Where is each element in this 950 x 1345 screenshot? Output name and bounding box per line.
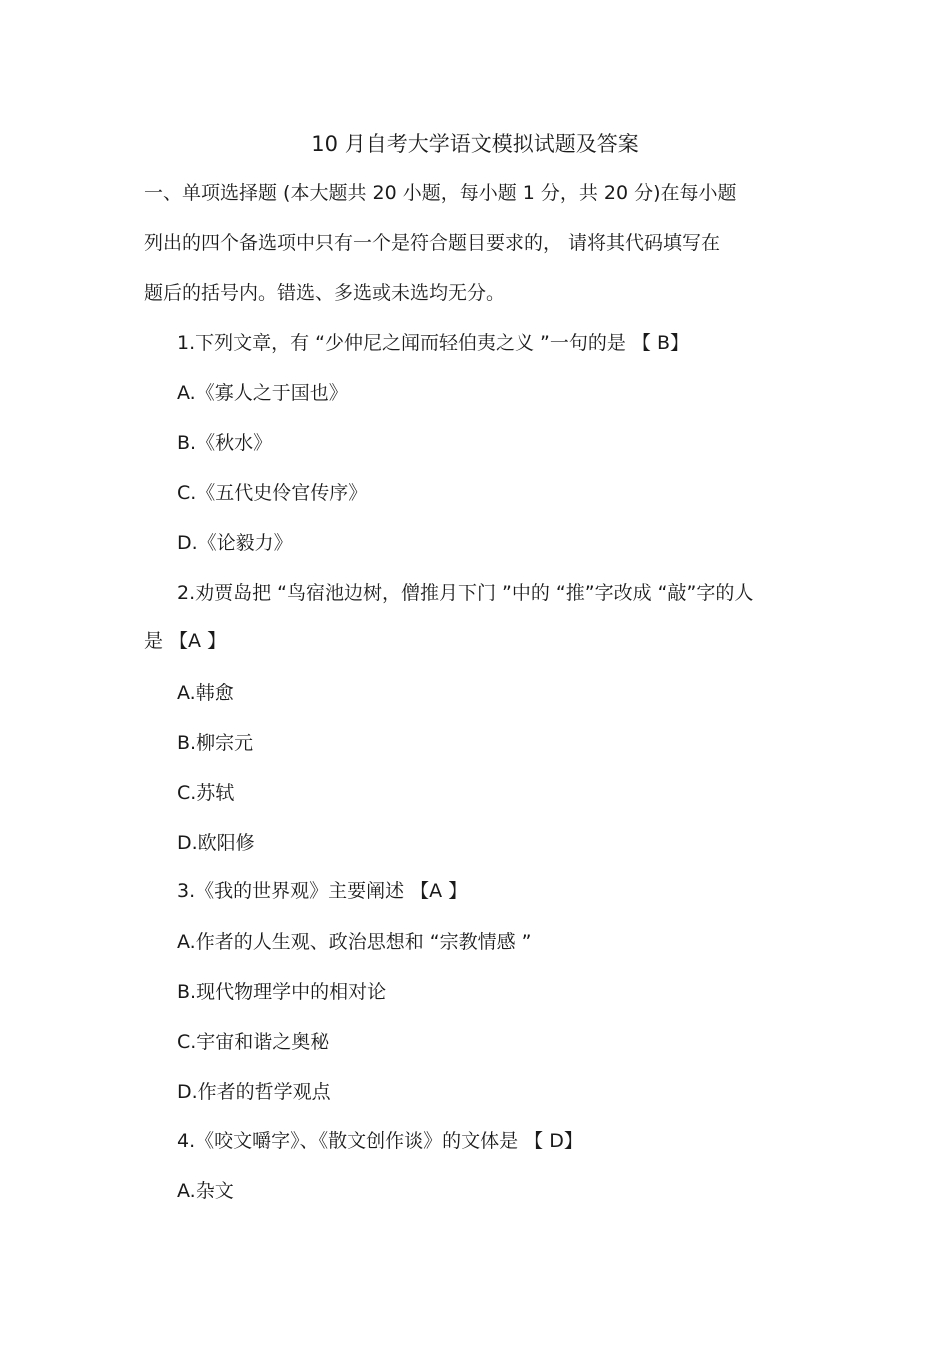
question-4-stem: 4.《咬文嚼字》、《散文创作谈》的文体是 【 D】 [177,1130,583,1152]
question-2-option-b: B.柳宗元 [177,732,254,754]
question-3-option-b: B.现代物理学中的相对论 [177,981,387,1003]
question-1-option-d: D.《论毅力》 [177,532,293,554]
intro-line-1: 一、单项选择题 (本大题共 20 小题，每小题 1 分，共 20 分)在每小题 [144,182,737,204]
question-2-stem-continued: 是 【A 】 [144,630,227,652]
question-2-option-a: A.韩愈 [177,682,234,704]
question-1-stem: 1.下列文章，有 “少仲尼之闻而轻伯夷之义 ”一句的是 【 B】 [177,332,690,354]
intro-line-3: 题后的括号内。错选、多选或未选均无分。 [144,282,506,304]
question-3-option-d: D.作者的哲学观点 [177,1081,331,1103]
question-3-stem: 3.《我的世界观》主要阐述 【A 】 [177,880,468,902]
question-2-option-c: C.苏轼 [177,782,235,804]
document-title: 10 月自考大学语文模拟试题及答案 [311,132,639,156]
question-3-option-c: C.宇宙和谐之奥秘 [177,1031,330,1053]
intro-line-2: 列出的四个备选项中只有一个是符合题目要求的， 请将其代码填写在 [144,232,721,254]
question-1-option-a: A.《寡人之于国也》 [177,382,348,404]
question-4-option-a: A.杂文 [177,1180,234,1202]
question-1-option-c: C.《五代史伶官传序》 [177,482,368,504]
question-1-option-b: B.《秋水》 [177,432,273,454]
question-2-stem: 2.劝贾岛把 “鸟宿池边树，僧推月下门 ”中的 “推”字改成 “敲”字的人 [177,582,754,604]
question-3-option-a: A.作者的人生观、政治思想和 “宗教情感 ” [177,931,532,953]
question-2-option-d: D.欧阳修 [177,832,255,854]
